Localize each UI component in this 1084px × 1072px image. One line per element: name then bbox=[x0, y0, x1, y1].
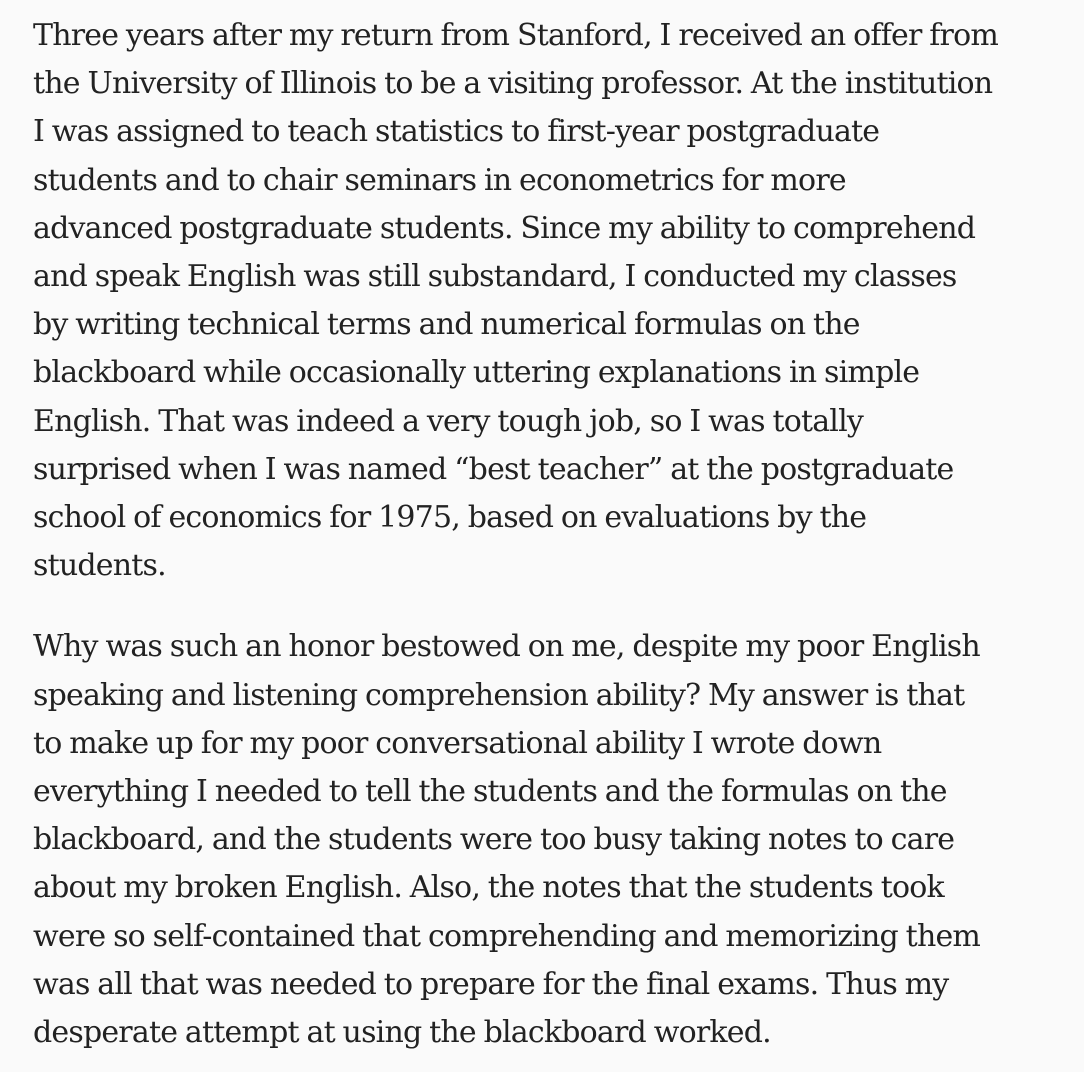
paragraph-line: Three years after my return from Stanford, I received an offer from bbox=[33, 18, 999, 53]
paragraph-line: desperate attempt at using the blackboard worked. bbox=[33, 1015, 771, 1051]
paragraph-line: blackboard, and the students were too busy taking notes to care bbox=[33, 822, 955, 858]
paragraph-1 bbox=[33, 12, 1052, 590]
paragraph-line: about my broken English. Also, the notes that the students took bbox=[33, 870, 944, 906]
paragraph-line: Why was such an honor bestowed on me, despite my poor English bbox=[33, 629, 980, 665]
paragraph-line: was all that was needed to prepare for the final exams. Thus my bbox=[33, 966, 949, 1002]
paragraph-line: surprised when I was named “best teacher” at the postgraduate bbox=[33, 451, 954, 487]
paragraph-line: and speak English was still substandard, I conducted my classes bbox=[33, 259, 957, 295]
paragraph-line: advanced postgraduate students. Since my ability to comprehend bbox=[33, 210, 976, 246]
paragraph-line: to make up for my poor conversational ability I wrote down bbox=[33, 725, 882, 761]
paragraph-line: the University of Illinois to be a visiting professor. At the institution bbox=[33, 66, 993, 102]
paragraph-2 bbox=[33, 623, 1052, 1057]
paragraph-line: were so self-contained that comprehending and memorizing them bbox=[33, 918, 981, 954]
paragraph-line: school of economics for 1975, based on evaluations by the bbox=[33, 500, 867, 536]
paragraph-line: English. That was indeed a very tough job, so I was totally bbox=[33, 403, 864, 439]
paragraph-line: blackboard while occasionally uttering explanations in simple bbox=[33, 355, 920, 391]
paragraph-line: students and to chair seminars in econometrics for more bbox=[33, 162, 846, 198]
paragraph-line: by writing technical terms and numerical formulas on the bbox=[33, 307, 860, 343]
paragraph-line: speaking and listening comprehension ability? My answer is that bbox=[33, 677, 965, 713]
paragraph-spacer bbox=[33, 590, 1052, 623]
paragraph-line: everything I needed to tell the students and the formulas on the bbox=[33, 774, 947, 810]
paragraph-line: students. bbox=[33, 548, 166, 584]
paragraph-line: I was assigned to teach statistics to first-year postgraduate bbox=[33, 114, 880, 150]
